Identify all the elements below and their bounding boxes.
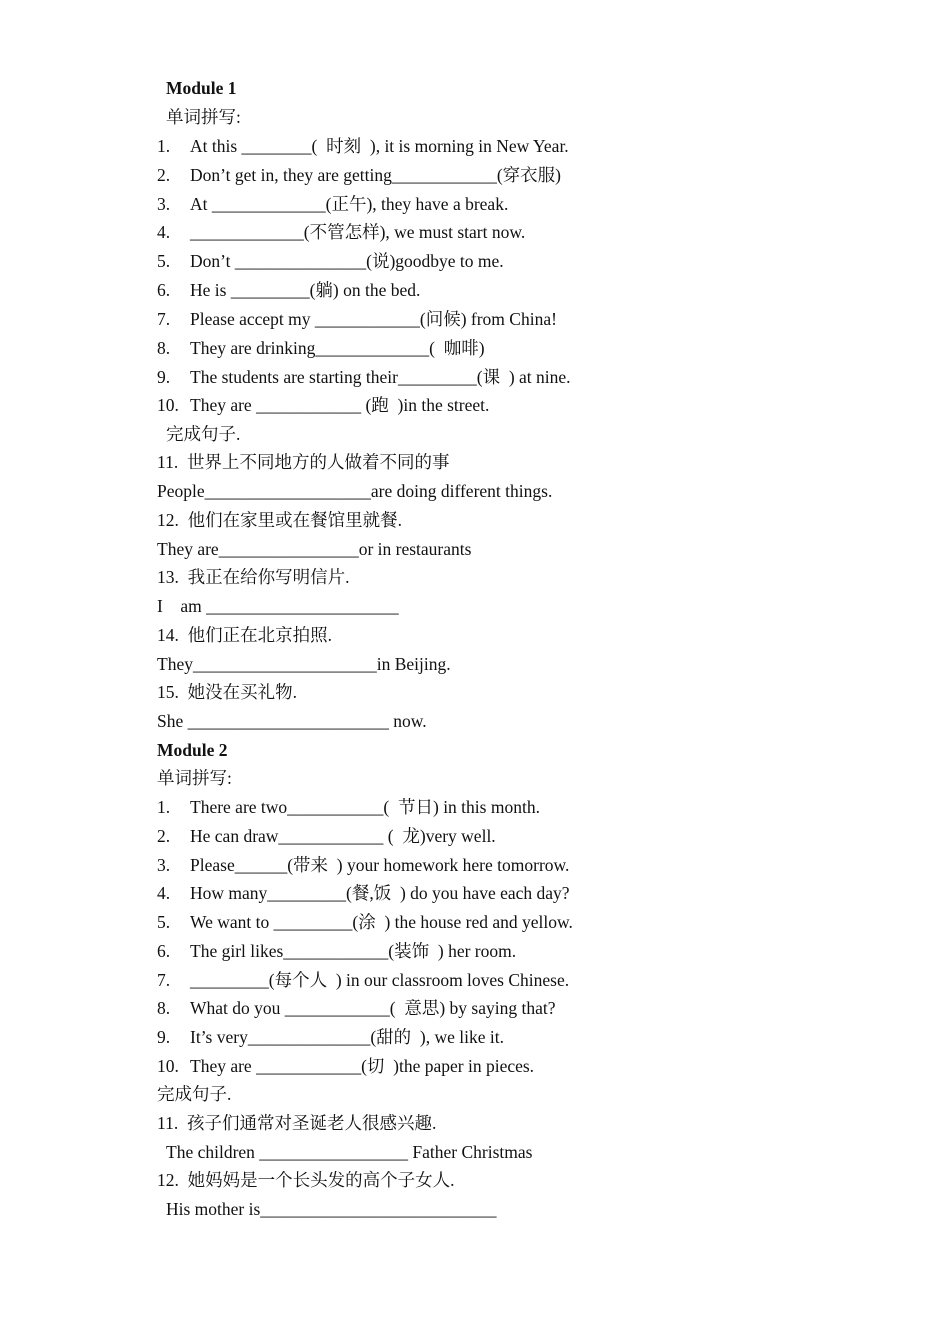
question-text: At this ________( 时刻 ), it is morning in New Year. <box>190 136 569 156</box>
question-row <box>157 164 561 186</box>
question-text: The students are starting their_________(课 ) at nine. <box>190 367 571 387</box>
sentence-english: She _______________________ now. <box>157 711 427 731</box>
question-row <box>157 193 508 215</box>
question-number: 8. <box>157 338 171 358</box>
question-number: 6. <box>157 280 171 300</box>
question-number: 1. <box>157 797 171 817</box>
module1-spelling-heading: 单词拼写: <box>166 107 241 127</box>
question-text: How many_________(餐,饭 ) do you have each day? <box>190 883 570 903</box>
question-row <box>157 997 556 1019</box>
sentence-chinese: 14. 他们正在北京拍照. <box>157 625 332 645</box>
question-number: 2. <box>157 826 171 846</box>
question-row <box>157 882 570 904</box>
module1-title: Module 1 <box>166 78 237 98</box>
sentence-chinese: 12. 他们在家里或在餐馆里就餐. <box>157 510 402 530</box>
sentence-english: They_____________________in Beijing. <box>157 654 451 674</box>
question-row <box>157 221 525 243</box>
question-text: Please______(带来 ) your homework here tomorrow. <box>190 855 570 875</box>
question-number: 4. <box>157 883 171 903</box>
question-number: 9. <box>157 1027 171 1047</box>
sentence-chinese: 15. 她没在买礼物. <box>157 682 297 702</box>
question-text: The girl likes____________(装饰 ) her room. <box>190 941 517 961</box>
question-number: 7. <box>157 309 171 329</box>
question-text: Please accept my ____________(问候) from China! <box>190 309 557 329</box>
sentence-english: I am ______________________ <box>157 596 399 616</box>
sentence-english: They are________________or in restaurants <box>157 539 472 559</box>
question-text: He can draw____________ ( 龙)very well. <box>190 826 496 846</box>
question-number: 3. <box>157 194 171 214</box>
sentence-english: His mother is___________________________ <box>166 1199 497 1219</box>
question-number: 7. <box>157 970 171 990</box>
question-number: 6. <box>157 941 171 961</box>
question-row <box>157 250 504 272</box>
question-number: 1. <box>157 136 171 156</box>
question-text: What do you ____________( 意思) by saying that? <box>190 998 556 1018</box>
module1-sentences-heading: 完成句子. <box>166 424 241 444</box>
question-row <box>157 135 569 157</box>
question-row <box>157 366 571 388</box>
question-text: Don’t _______________(说)goodbye to me. <box>190 251 504 271</box>
question-row <box>157 337 485 359</box>
question-row <box>157 394 489 416</box>
question-number: 5. <box>157 251 171 271</box>
question-row <box>157 308 557 330</box>
question-row <box>157 854 569 876</box>
question-number: 5. <box>157 912 171 932</box>
question-text: There are two___________( 节日) in this month. <box>190 797 540 817</box>
question-text: They are ____________(切 )the paper in pieces. <box>190 1056 535 1076</box>
question-number: 10. <box>157 1056 179 1076</box>
question-number: 4. <box>157 222 171 242</box>
question-number: 9. <box>157 367 171 387</box>
sentence-chinese: 11. 孩子们通常对圣诞老人很感兴趣. <box>157 1113 437 1133</box>
question-number: 10. <box>157 395 179 415</box>
question-text: At _____________(正午), they have a break. <box>190 194 509 214</box>
question-text: He is _________(躺) on the bed. <box>190 280 421 300</box>
module2-sentences-heading: 完成句子. <box>157 1084 232 1104</box>
question-row <box>157 796 540 818</box>
question-text: We want to _________(涂 ) the house red and yellow. <box>190 912 573 932</box>
question-number: 2. <box>157 165 171 185</box>
question-number: 3. <box>157 855 171 875</box>
question-text: _________(每个人 ) in our classroom loves Chinese. <box>190 970 570 990</box>
question-row <box>157 1026 504 1048</box>
question-row <box>157 969 569 991</box>
question-text: It’s very______________(甜的 ), we like it. <box>190 1027 504 1047</box>
module2-spelling-heading: 单词拼写: <box>157 768 232 788</box>
question-row <box>157 1055 534 1077</box>
question-row <box>157 911 573 933</box>
question-row <box>157 940 516 962</box>
question-text: They are drinking_____________( 咖啡) <box>190 338 485 358</box>
sentence-chinese: 12. 她妈妈是一个长头发的高个子女人. <box>157 1170 455 1190</box>
sentence-english: People___________________are doing different things. <box>157 481 553 501</box>
question-number: 8. <box>157 998 171 1018</box>
question-text: They are ____________ (跑 )in the street. <box>190 395 490 415</box>
question-row <box>157 825 496 847</box>
question-text: Don’t get in, they are getting____________(穿衣服) <box>190 165 562 185</box>
sentence-english: The children _________________ Father Christmas <box>166 1142 533 1162</box>
question-row <box>157 279 420 301</box>
sentence-chinese: 13. 我正在给你写明信片. <box>157 567 350 587</box>
sentence-chinese: 11. 世界上不同地方的人做着不同的事 <box>157 452 450 472</box>
module2-title: Module 2 <box>157 740 228 760</box>
question-text: _____________(不管怎样), we must start now. <box>190 222 526 242</box>
